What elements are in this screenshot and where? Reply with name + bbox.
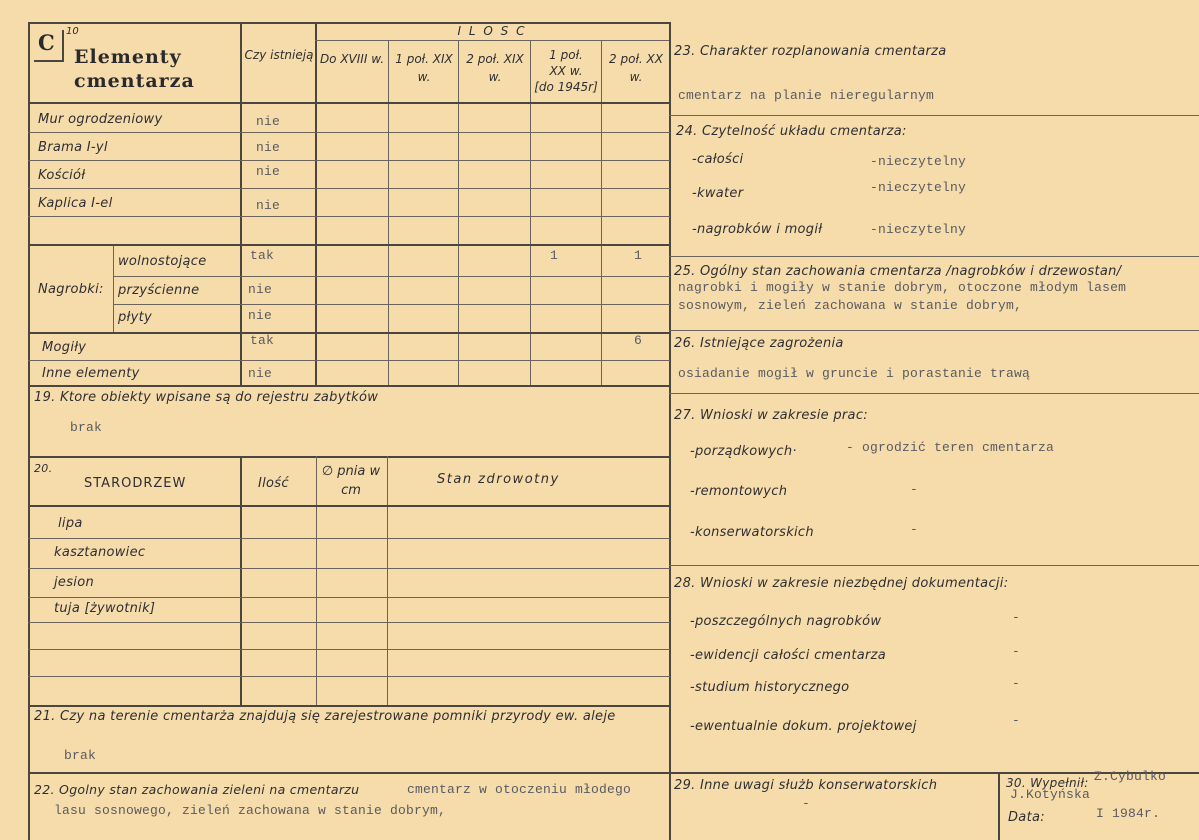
q20-number: 20. — [34, 462, 53, 475]
row-label-kosciol: Kościół — [38, 168, 86, 183]
header-do-xviii: Do XVIII w. — [319, 52, 385, 66]
row-line — [28, 568, 670, 569]
q27-porzadkowych: -porządkowych· — [690, 444, 797, 459]
row-label-inne: Inne elementy — [42, 366, 140, 381]
row-value-kosciol: nie — [256, 164, 281, 179]
right-line — [669, 330, 1199, 331]
q27-konserwatorskich-value: - — [910, 522, 919, 537]
tree-lipa: lipa — [58, 516, 83, 531]
row-line — [28, 332, 670, 334]
q27-label: 27. Wnioski w zakresie prac: — [674, 408, 868, 423]
tree-col-divider — [240, 456, 242, 706]
row-value-inne: nie — [248, 366, 273, 381]
header-1pol-xx-sub: XX w. — [549, 64, 583, 78]
row-label-brama: Brama I-yl — [38, 140, 108, 155]
q27-konserwatorskich: -konserwatorskich — [690, 525, 814, 540]
header-2pol-xx: 2 poł. XX w. — [609, 52, 663, 84]
left-border — [28, 22, 30, 840]
row-label-wolnostojace: wolnostojące — [118, 254, 207, 269]
row-line — [28, 649, 670, 650]
q20-pnia-header: ∅ pnia w cm — [321, 464, 381, 498]
q26-label: 26. Istniejące zagrożenia — [674, 336, 844, 351]
row-label-kaplica: Kaplica I-el — [38, 196, 113, 211]
ilosc-underline — [315, 40, 669, 41]
q28-nagrobkow: -poszczególnych nagrobków — [690, 614, 882, 629]
row-line — [28, 360, 670, 361]
header-2pol-xix: 2 poł. XIX w. — [466, 52, 524, 84]
tree-kasztanowiec: kasztanowiec — [54, 545, 146, 560]
q24-nagrobkow-value: -nieczytelny — [870, 222, 967, 237]
q20-header: STARODRZEW — [84, 476, 187, 491]
q29-answer: - — [802, 796, 811, 811]
q28-projektowej: -ewentualnie dokum. projektowej — [690, 719, 917, 734]
row-value-wolnostojace-1pol-xx: 1 — [550, 248, 559, 263]
q25-answer-1: nagrobki i mogiły w stanie dobrym, otoczone młodym lasem — [678, 280, 1127, 295]
q22-label: 22. Ogolny stan zachowania zieleni na cmentarzu — [34, 782, 360, 797]
q27-porzadkowych-value: - ogrodzić teren cmentarza — [846, 440, 1055, 455]
header-1pol-xix: 1 poł. XIX w. — [395, 52, 453, 84]
header-czy-istnieja: Czy istnieją — [244, 48, 314, 62]
col-divider — [530, 40, 531, 386]
bottom-right-divider — [998, 772, 1000, 840]
tree-col-divider — [316, 456, 317, 706]
q28-nagrobkow-value: - — [1012, 610, 1021, 625]
q24-label: 24. Czytelność układu cmentarza: — [676, 124, 907, 139]
q27-remontowych: -remontowych — [690, 484, 788, 499]
q24-nagrobkow: -nagrobków i mogił — [692, 222, 823, 237]
row-label-plyty: płyty — [118, 310, 152, 325]
q29-label: 29. Inne uwagi służb konserwatorskich — [674, 778, 938, 793]
tree-col-divider — [387, 456, 388, 706]
row-line — [28, 676, 670, 677]
section-line — [28, 456, 670, 458]
row-value-wolnostojace: tak — [250, 248, 275, 263]
row-line — [28, 505, 670, 507]
section-code: C — [38, 30, 56, 55]
row-line — [28, 188, 670, 189]
row-value-wolnostojace-2pol-xx: 1 — [634, 248, 643, 263]
row-value-mogily: tak — [250, 333, 275, 348]
title-line-2: cmentarza — [74, 70, 195, 92]
right-line — [669, 115, 1199, 116]
col-divider — [458, 40, 459, 386]
title-line-1: Elementy — [74, 46, 182, 68]
row-line — [28, 597, 670, 598]
q28-studium: -studium historycznego — [690, 680, 850, 695]
row-line — [28, 160, 670, 161]
row-value-brama: nie — [256, 140, 281, 155]
right-line — [669, 393, 1199, 394]
row-value-mogily-2pol-xx: 6 — [634, 333, 643, 348]
q25-answer-2: sosnowym, zieleń zachowana w stanie dobrym, — [678, 298, 1023, 313]
row-line — [28, 102, 670, 104]
center-divider — [669, 22, 671, 840]
col-divider — [388, 40, 389, 386]
row-line — [28, 244, 670, 246]
q22-answer-1: cmentarz w otoczeniu młodego — [407, 782, 632, 797]
row-value-mur: nie — [256, 114, 281, 129]
q21-answer: brak — [64, 748, 97, 763]
nagrobki-label: Nagrobki: — [38, 282, 104, 297]
row-label-mogily: Mogiły — [42, 340, 87, 355]
row-line — [28, 216, 670, 217]
q22-answer-2: lasu sosnowego, zieleń zachowana w stanie dobrym, — [54, 803, 447, 818]
q20-stan-header: Stan zdrowotny — [437, 472, 560, 487]
q30-date-label: Data: — [1008, 810, 1045, 825]
right-line — [669, 565, 1199, 566]
q21-label: 21. Czy na terenie cmentarża znajdują się zarejestrowane pomniki przyrody ew. aleje — [34, 709, 616, 724]
q19-answer: brak — [70, 420, 103, 435]
q19-label: 19. Ktore obiekty wpisane są do rejestru zabytków — [34, 390, 379, 405]
section-line — [28, 705, 670, 707]
q23-answer: cmentarz na planie nieregularnym — [678, 88, 935, 103]
tree-tuja: tuja [żywotnik] — [54, 601, 156, 616]
q24-calosci-value: -nieczytelny — [870, 154, 967, 169]
col-divider — [601, 40, 602, 386]
q30-name-1: Z.Cybulko — [1094, 769, 1167, 784]
q28-label: 28. Wnioski w zakresie niezbędnej dokumentacji: — [674, 576, 1009, 591]
nagrobki-divider — [113, 244, 114, 332]
row-value-kaplica: nie — [256, 198, 281, 213]
row-label-przyscienne: przyścienne — [118, 283, 200, 298]
q28-ewidencji-value: - — [1012, 644, 1021, 659]
row-value-plyty: nie — [248, 308, 273, 323]
q24-calosci: -całości — [692, 152, 744, 167]
header-1pol-xx-date: [do 1945r] — [534, 80, 598, 94]
row-line — [28, 622, 670, 623]
header-ilosc: I L O S C — [457, 24, 527, 38]
q24-kwater-value: -nieczytelny — [870, 180, 967, 195]
q28-projektowej-value: - — [1012, 713, 1021, 728]
section-line — [28, 772, 1199, 774]
q20-ilosc-header: Ilość — [258, 476, 289, 491]
header-1pol-xx: 1 poł. — [549, 48, 583, 62]
row-label-mur: Mur ogrodzeniowy — [38, 112, 163, 127]
q25-label: 25. Ogólny stan zachowania cmentarza /nagrobków i drzewostan/ — [674, 264, 1122, 279]
row-line — [113, 304, 670, 305]
q26-answer: osiadanie mogił w gruncie i porastanie trawą — [678, 366, 1031, 381]
q27-remontowych-value: - — [910, 482, 919, 497]
q24-kwater: -kwater — [692, 186, 744, 201]
q30-date-value: I 1984r. — [1096, 806, 1161, 821]
q23-label: 23. Charakter rozplanowania cmentarza — [674, 44, 947, 59]
tree-jesion: jesion — [54, 575, 94, 590]
row-line — [28, 385, 670, 387]
row-line — [113, 276, 670, 277]
q30-name-2: J.Kotyńska — [1010, 787, 1091, 802]
q30-label: 30. Wypełnił: — [1006, 776, 1089, 790]
q28-studium-value: - — [1012, 676, 1021, 691]
row-line — [28, 538, 670, 539]
section-number: 10 — [66, 26, 79, 37]
q28-ewidencji: -ewidencji całości cmentarza — [690, 648, 887, 663]
right-line — [669, 256, 1199, 257]
row-value-przyscienne: nie — [248, 282, 273, 297]
row-line — [28, 132, 670, 133]
